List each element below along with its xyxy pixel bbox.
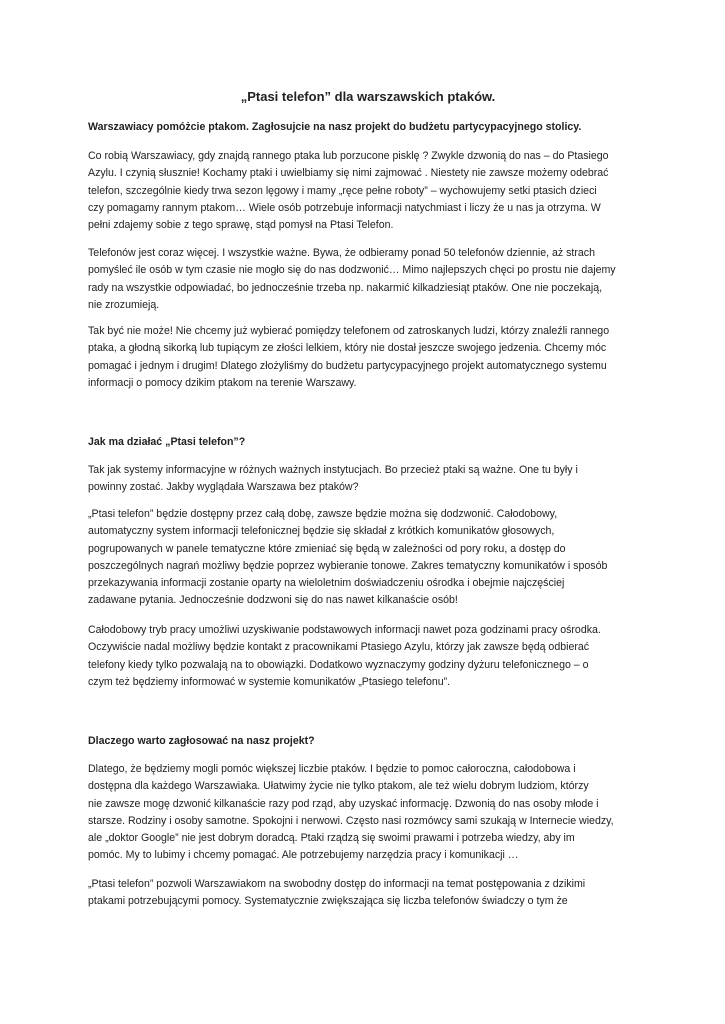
paragraph-4 (88, 462, 648, 497)
paragraph-line: ptakami potrzebującymi pomocy. Systematycznie zwiększająca się liczba telefonów świadczy o tym że (88, 895, 568, 908)
paragraph-line: telefon, szczególnie kiedy trwa sezon lęgowy i mamy „ręce pełne roboty” – wychowujemy setki ptasich dzieci (88, 184, 597, 197)
paragraph-line: „Ptasi telefon” pozwoli Warszawiakom na swobodny dostęp do informacji na temat postępowania z dzikimi (88, 878, 586, 890)
paragraph-line: pomyśleć ile osób w tym czasie nie mogło się do nas dodzwonić… Mimo najlepszych chęci po prostu nie dajemy (88, 264, 616, 277)
paragraph-1 (88, 148, 648, 234)
paragraph-line: zadawane pytania. Jednocześnie dodzwoni się do nas nawet kilkanaście osób! (88, 594, 458, 607)
paragraph-line: starsze. Rodziny i osoby samotne. Spokojni i nerwowi. Często nasi rozmówcy sami szukają w Internecie wiedzy, (88, 814, 614, 827)
section-heading-how: Jak ma działać „Ptasi telefon”? (88, 436, 246, 448)
paragraph-line: telefony kiedy tylko pozwalają na to obowiązki. Dodatkowo wyznaczymy godziny dyżuru telefonicznego – o (88, 658, 589, 671)
paragraph-line: Azylu. I czynią słusznie! Kochamy ptaki i uwielbiamy się nimi zajmować . Niestety nie zawsze możemy odebrać (88, 167, 609, 180)
paragraph-line: Tak być nie może! Nie chcemy już wybierać pomiędzy telefonem od zatroskanych ludzi, którzy znaleźli rannego (88, 325, 610, 337)
paragraph-line: ale „doktor Google” nie jest dobrym doradcą. Ptaki rządzą się swoimi prawami i potrzeba wiedzy, aby im (88, 832, 575, 845)
paragraph-7 (88, 761, 648, 865)
paragraph-line: poszczególnych nagrań możliwy będzie poprzez wybieranie tonowe. Zakres tematyczny komunikatów i sposób (88, 559, 608, 572)
paragraph-line: Oczywiście nadal możliwy będzie kontakt z pracownikami Ptasiego Azylu, którzy jak zawsze będą odbierać (88, 641, 590, 654)
paragraph-line: Telefonów jest coraz więcej. I wszystkie ważne. Bywa, że odbieramy ponad 50 telefonów dziennie, aż strach (88, 247, 595, 259)
paragraph-line: nie zawsze mogę dzwonić kilkanaście razy pod rząd, aby uzyskać informację. Dzwonią do nas osoby młode i (88, 797, 599, 810)
paragraph-line: „Ptasi telefon” będzie dostępny przez całą dobę, zawsze będzie można się dodzwonić. Całodobowy, (88, 508, 558, 520)
paragraph-6 (88, 622, 648, 691)
lead-paragraph: Warszawiacy pomóżcie ptakom. Zagłosujcie na nasz projekt do budżetu partycypacyjnego stolicy. (88, 121, 582, 133)
paragraph-5 (88, 506, 648, 610)
paragraph-line: Tak jak systemy informacyjne w różnych ważnych instytucjach. Bo przecież ptaki są ważne. One tu były i (88, 464, 578, 476)
paragraph-line: czy pomagamy rannym ptakom… Wiele osób potrzebuje informacji natychmiast i liczy że u nas ja otrzyma. W (88, 201, 601, 214)
paragraph-line: Co robią Warszawiacy, gdy znajdą rannego ptaka lub porzucone pisklę ? Zwykle dzwonią do nas – do Ptasiego (88, 150, 609, 162)
paragraph-line: dostępna dla każdego Warszawiaka. Ułatwimy życie nie tylko ptakom, ale też wielu dobrym ludziom, którzy (88, 780, 589, 793)
paragraph-line: pomóc. My to lubimy i chcemy pomagać. Ale potrzebujemy narzędzia pracy i komunikacji … (88, 849, 519, 862)
paragraph-line: ptaka, a głodną sikorką lub tupiącym ze złości lelkiem, który nie dostał jeszcze swojego jedzenia. Chcemy móc (88, 342, 607, 355)
paragraph-line: nie zrozumieją. (88, 298, 160, 311)
paragraph-line: czym też będziemy informować w systemie komunikatów „Ptasiego telefonu”. (88, 675, 451, 688)
paragraph-line: informacji o pomocy dzikim ptakom na terenie Warszawy. (88, 376, 357, 389)
paragraph-line: Całodobowy tryb pracy umożliwi uzyskiwanie podstawowych informacji nawet poza godzinami pracy ośrodka. (88, 624, 601, 636)
paragraph-line: rady na wszystkie odpowiadać, bo jednocześnie trzeba np. nakarmić kilkadziesiąt ptaków. One nie poczekają, (88, 281, 603, 294)
paragraph-line: przekazywania informacji zostanie oparty na wieloletnim doświadczeniu ośrodka i obejmie najczęściej (88, 577, 565, 590)
paragraph-2 (88, 245, 648, 314)
paragraph-line: automatyczny system informacji telefonicznej będzie się składał z krótkich komunikatów głosowych, (88, 525, 555, 538)
paragraph-8 (88, 876, 648, 911)
paragraph-line: pogrupowanych w panele tematyczne które zmieniać się będą w zależności od pory roku, a dostęp do (88, 542, 566, 555)
paragraph-3 (88, 323, 648, 392)
section-heading-why: Dlaczego warto zagłosować na nasz projekt? (88, 735, 315, 747)
paragraph-line: pomagać i jednym i drugim! Dlatego złożyliśmy do budżetu partycypacyjnego projekt automatycznego systemu (88, 359, 607, 372)
paragraph-line: pełni zdajemy sobie z tego sprawę, stąd pomysł na Ptasi Telefon. (88, 219, 394, 232)
paragraph-line: powinny zostać. Jakby wyglądała Warszawa bez ptaków? (88, 481, 359, 494)
document-title: „Ptasi telefon” dla warszawskich ptaków. (240, 89, 496, 104)
paragraph-line: Dlatego, że będziemy mogli pomóc większej liczbie ptaków. I będzie to pomoc całoroczna, całodobowa i (88, 763, 576, 775)
